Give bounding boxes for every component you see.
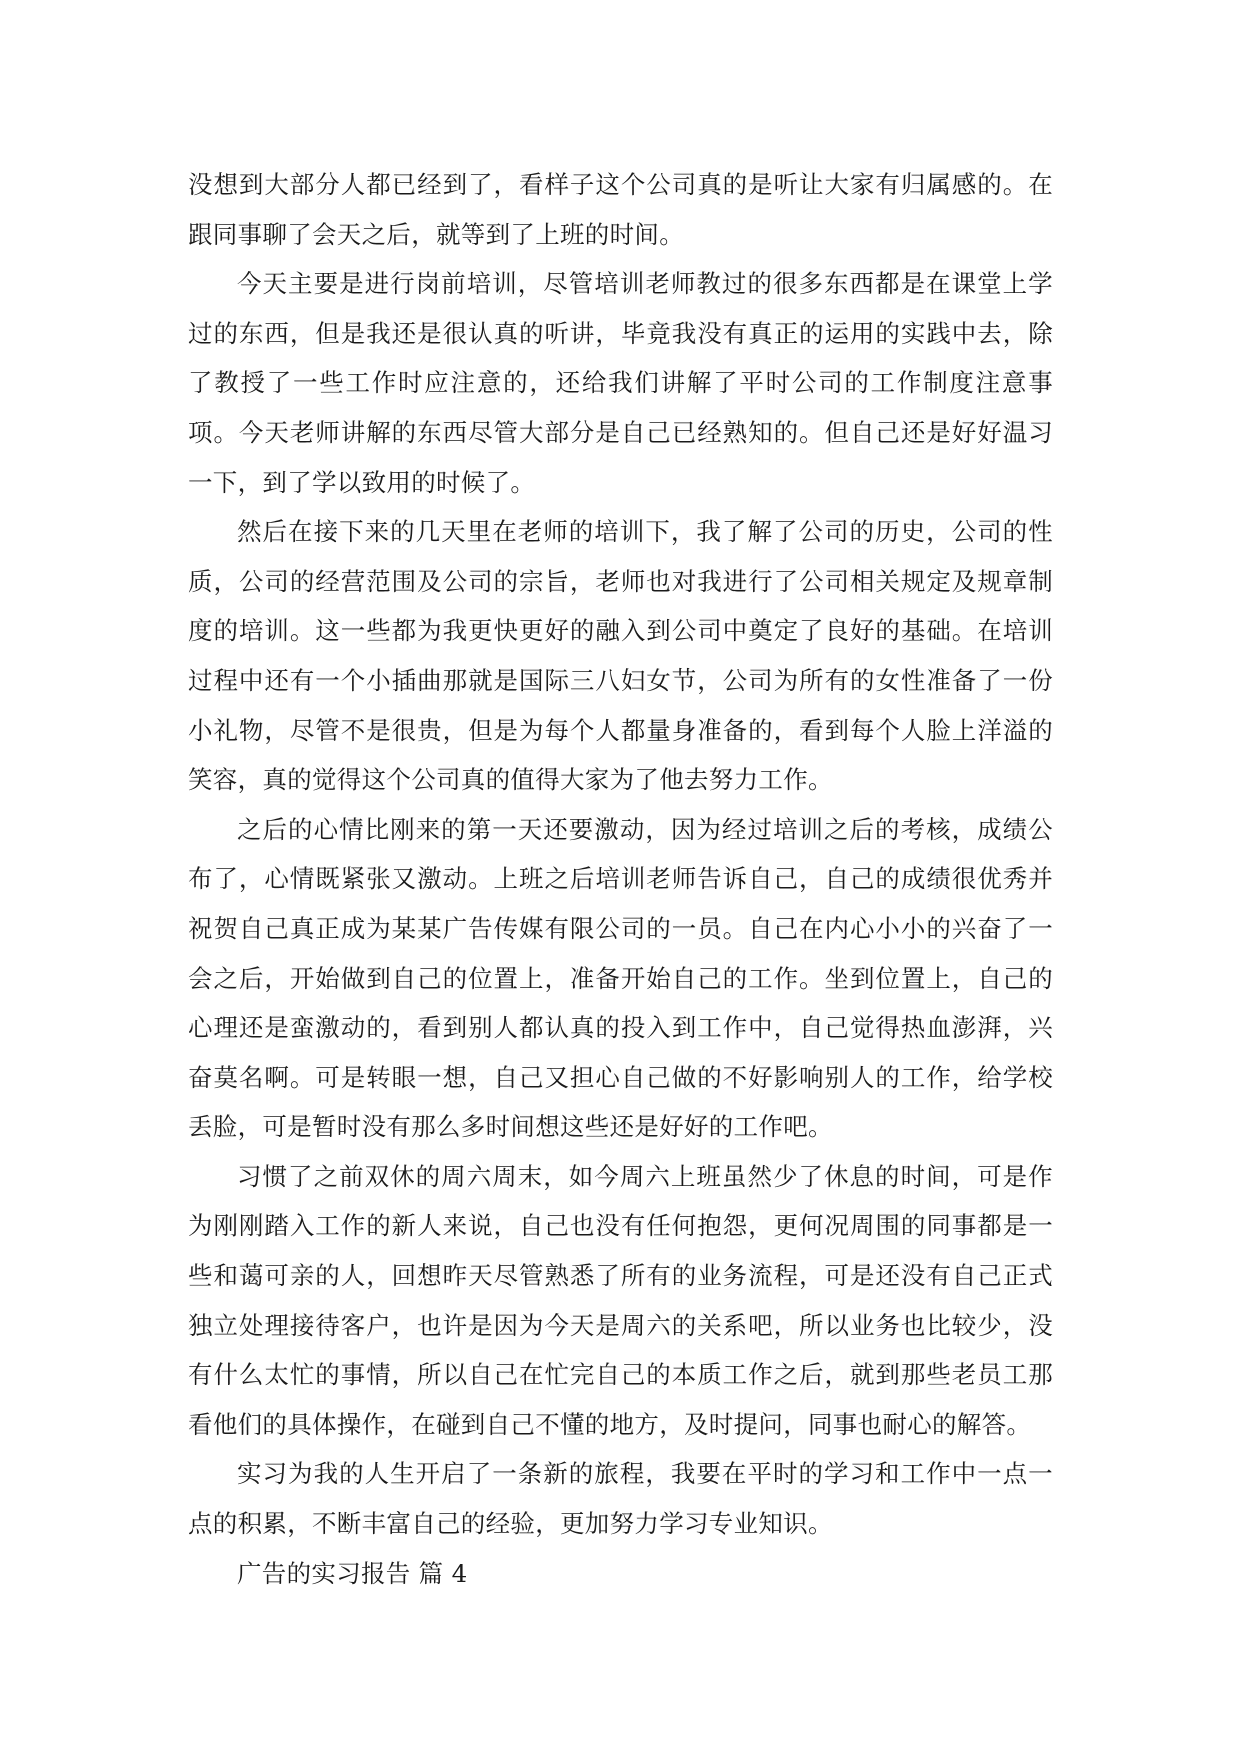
paragraph-continuation: 没想到大部分人都已经到了，看样子这个公司真的是听让大家有归属感的。在跟同事聊了会天之后，就等到了上班的时间。 <box>188 170 1053 249</box>
paragraph-company-intro: 然后在接下来的几天里在老师的培训下，我了解了公司的历史，公司的性质，公司的经营范围及公司的宗旨，老师也对我进行了公司相关规定及规章制度的培训。这一些都为我更快更好的融入到公司中奠定了良好的基础。在培训过程中还有一个小插曲那就是国际三八妇女节，公司为所有的女性准备了一份小礼物，尽管不是很贵，但是为每个人都量身准备的，看到每个人脸上洋溢的笑容，真的觉得这个公司真的值得大家为了他去努力工作。 <box>188 517 1053 795</box>
paragraph-saturday-work: 习惯了之前双休的周六周末，如今周六上班虽然少了休息的时间，可是作为刚刚踏入工作的新人来说，自己也没有任何抱怨，更何况周围的同事都是一些和蔼可亲的人，回想昨天尽管熟悉了所有的业务流程，可是还没有自己正式独立处理接待客户，也许是因为今天是周六的关系吧，所以业务也比较少，没有什么太忙的事情，所以自己在忙完自己的本质工作之后，就到那些老员工那看他们的具体操作，在碰到自己不懂的地方，及时提问，同事也耐心的解答。 <box>188 1161 1053 1439</box>
paragraph-conclusion: 实习为我的人生开启了一条新的旅程，我要在平时的学习和工作中一点一点的积累，不断丰富自己的经验，更加努力学习专业知识。 <box>188 1459 1053 1539</box>
section-heading: 广告的实习报告 篇 4 <box>237 1558 468 1588</box>
paragraph-assessment: 之后的心情比刚来的第一天还要激动，因为经过培训之后的考核，成绩公布了，心情既紧张又激动。上班之后培训老师告诉自己，自己的成绩很优秀并祝贺自己真正成为某某广告传媒有限公司的一员。自己在内心小小的兴奋了一会之后，开始做到自己的位置上，准备开始自己的工作。坐到位置上，自己的心理还是蛮激动的，看到别人都认真的投入到工作中，自己觉得热血澎湃，兴奋莫名啊。可是转眼一想，自己又担心自己做的不好影响别人的工作，给学校丢脸，可是暂时没有那么多时间想这些还是好好的工作吧。 <box>188 814 1053 1142</box>
document-body <box>188 160 1053 1598</box>
paragraph-training: 今天主要是进行岗前培训，尽管培训老师教过的很多东西都是在课堂上学过的东西，但是我还是很认真的听讲，毕竟我没有真正的运用的实践中去，除了教授了一些工作时应注意的，还给我们讲解了平时公司的工作制度注意事项。今天老师讲解的东西尽管大部分是自己已经熟知的。但自己还是好好温习一下，到了学以致用的时候了。 <box>188 269 1053 497</box>
